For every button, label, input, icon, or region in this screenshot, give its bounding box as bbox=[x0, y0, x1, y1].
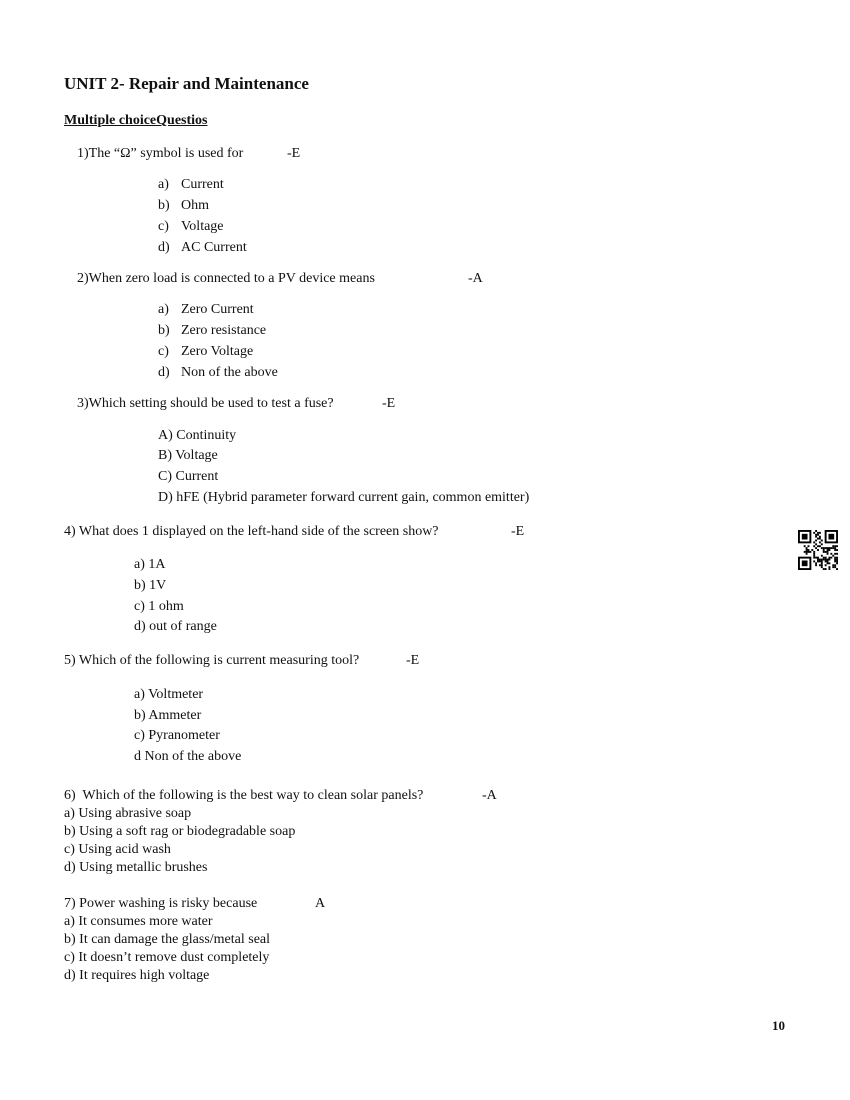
answer-tag: -E bbox=[287, 146, 301, 161]
option-text: a) Voltmeter bbox=[134, 687, 204, 702]
option-label: a) bbox=[158, 177, 169, 192]
answer-tag: A bbox=[315, 896, 326, 911]
question-text: 1)The “Ω” symbol is used for bbox=[77, 146, 244, 161]
option-text: c) It doesn’t remove dust completely bbox=[64, 950, 270, 965]
option-text: a) 1A bbox=[134, 557, 166, 572]
option-label: d) bbox=[158, 240, 170, 255]
option-label: a) bbox=[158, 302, 169, 317]
option-text: d Non of the above bbox=[134, 749, 242, 764]
option-label: c) bbox=[158, 344, 169, 359]
option-text: b) 1V bbox=[134, 578, 167, 593]
option-text: Voltage bbox=[181, 219, 224, 234]
question-text: 7) Power washing is risky because bbox=[64, 896, 258, 911]
section-heading: Multiple choiceQuestios bbox=[64, 113, 208, 128]
option-text: a) It consumes more water bbox=[64, 914, 213, 929]
option-text: D) hFE (Hybrid parameter forward current gain, common emitter) bbox=[158, 490, 530, 505]
option-text: A) Continuity bbox=[158, 428, 237, 443]
option-text: a) Using abrasive soap bbox=[64, 806, 192, 821]
option-text: d) out of range bbox=[134, 619, 217, 634]
option-label: b) bbox=[158, 198, 170, 213]
question-text: 6) Which of the following is the best way to clean solar panels? bbox=[64, 788, 424, 803]
option-text: Zero Voltage bbox=[181, 344, 254, 359]
answer-tag: -A bbox=[482, 788, 497, 803]
option-label: b) bbox=[158, 323, 170, 338]
option-text: B) Voltage bbox=[158, 448, 218, 463]
page-number: 10 bbox=[772, 1018, 785, 1033]
answer-tag: -E bbox=[382, 396, 396, 411]
option-text: b) It can damage the glass/metal seal bbox=[64, 932, 271, 947]
question-text: 5) Which of the following is current measuring tool? bbox=[64, 653, 360, 668]
option-label: c) bbox=[158, 219, 169, 234]
option-text: Zero resistance bbox=[181, 323, 267, 338]
option-text: c) Pyranometer bbox=[134, 728, 220, 743]
option-text: c) Using acid wash bbox=[64, 842, 171, 857]
answer-tag: -E bbox=[406, 653, 420, 668]
qr-code-icon bbox=[798, 530, 838, 570]
option-text: C) Current bbox=[158, 469, 219, 484]
option-text: d) It requires high voltage bbox=[64, 968, 210, 983]
option-text: Ohm bbox=[181, 198, 209, 213]
option-text: c) 1 ohm bbox=[134, 599, 184, 614]
option-text: b) Ammeter bbox=[134, 708, 202, 723]
unit-title: UNIT 2- Repair and Maintenance bbox=[64, 74, 309, 93]
answer-tag: -E bbox=[511, 524, 525, 539]
question-text: 3)Which setting should be used to test a fuse? bbox=[77, 396, 334, 411]
option-text: AC Current bbox=[181, 240, 247, 255]
option-label: d) bbox=[158, 365, 170, 380]
option-text: Zero Current bbox=[181, 302, 254, 317]
answer-tag: -A bbox=[468, 271, 483, 286]
option-text: Non of the above bbox=[181, 365, 278, 380]
question-text: 2)When zero load is connected to a PV device means bbox=[77, 271, 375, 286]
option-text: b) Using a soft rag or biodegradable soap bbox=[64, 824, 296, 839]
option-text: d) Using metallic brushes bbox=[64, 860, 208, 875]
question-text: 4) What does 1 displayed on the left-hand side of the screen show? bbox=[64, 524, 439, 539]
option-text: Current bbox=[181, 177, 224, 192]
